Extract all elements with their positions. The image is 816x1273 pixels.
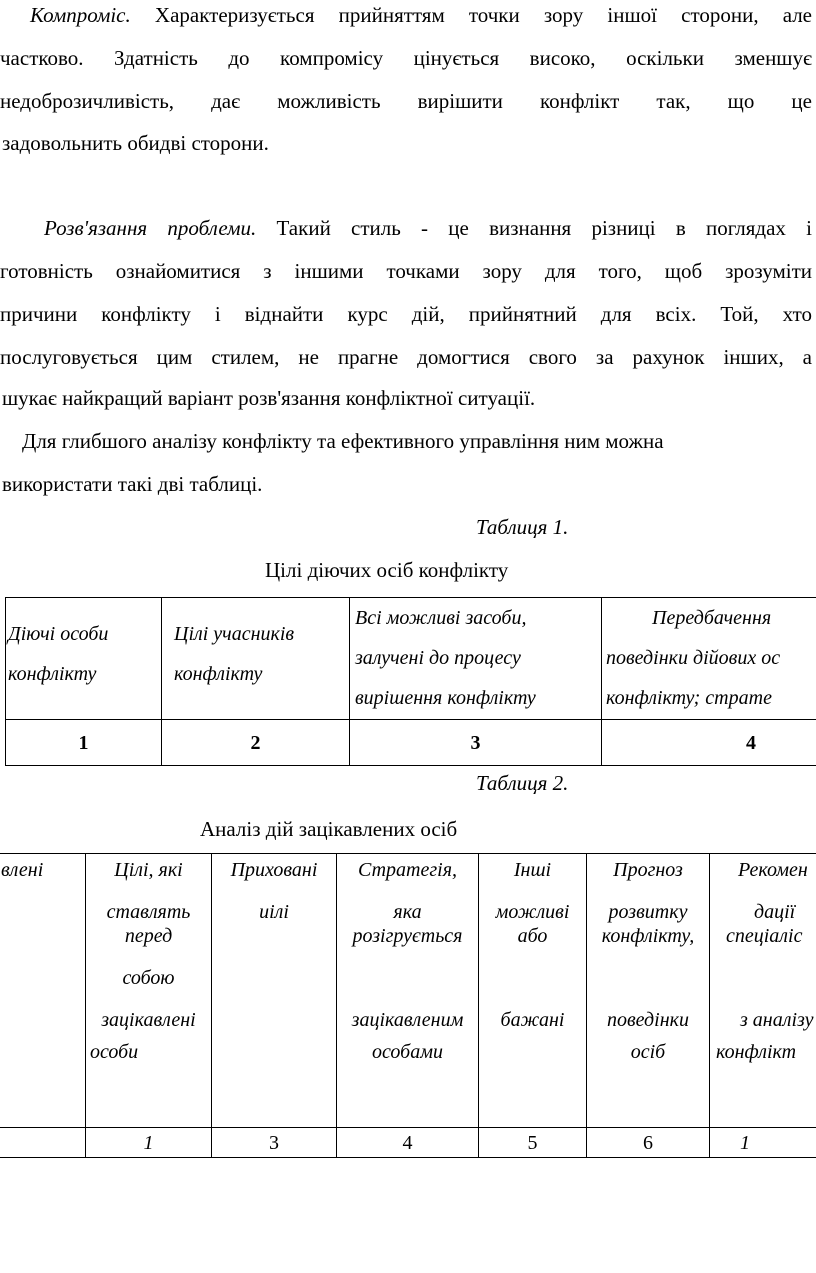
table1-header-actors: [6, 598, 162, 720]
table1-header-forecast: [602, 598, 816, 720]
problem-line-1: [44, 215, 812, 241]
t1-h2-l2: конфлікту: [174, 663, 263, 685]
t2-h4-l4: зацікавленим: [351, 1009, 464, 1031]
intro-line-1: Для глибшого аналізу конфлікту та ефективного управління ним можна: [22, 429, 664, 453]
table2-num-0: [0, 1128, 86, 1158]
t2-h7-l4: з аналізу: [740, 1009, 814, 1031]
t2-h7-l3: спеціаліс: [726, 925, 803, 947]
table1-header-goals: [162, 598, 350, 720]
table2-num-6: 1: [710, 1128, 816, 1158]
t2-h2-l2: ставлять: [106, 901, 191, 923]
table1-num-3: 3: [350, 720, 602, 766]
t2-h3-l2: иілі: [259, 901, 289, 923]
table2-header-goals: [86, 854, 212, 1128]
table2-header-strategy: [337, 854, 479, 1128]
problem-text-1: Такий стиль - це визнання різниці в поглядах і: [276, 216, 812, 240]
t2-h7-l5: конфлікт: [716, 1041, 797, 1063]
t1-h1-l2: конфлікту: [8, 663, 97, 685]
table1: [5, 597, 816, 766]
table1-num-2: 2: [162, 720, 350, 766]
compromise-line-1: [30, 2, 812, 28]
t2-h5-l3: або: [517, 925, 548, 947]
table2-header-forecast: [587, 854, 710, 1128]
t1-h4-l3: конфлікту; страте: [606, 687, 772, 709]
t2-h1-l1: влені: [1, 859, 44, 881]
t2-h2-l5: зацікавлені: [101, 1009, 196, 1031]
table2-header-parties: [0, 854, 86, 1128]
table1-header-means: [350, 598, 602, 720]
t2-h5-l4: бажані: [500, 1009, 565, 1031]
table1-label: Таблиця 1.: [476, 515, 569, 539]
problem-line-2: готовність ознайомитися з іншими точками зору для того, щоб зрозуміти: [0, 259, 812, 283]
t2-h2-l4: собою: [122, 967, 175, 989]
table1-num-4: 4: [602, 720, 816, 766]
compromise-line-4: задовольнить обидві сторони.: [2, 131, 269, 155]
table2-header-recommendations: [710, 854, 816, 1128]
table2-header-hidden: [212, 854, 337, 1128]
t2-h7-l2: дації: [754, 901, 796, 923]
problem-line-4: послуговується цим стилем, не прагне домогтися свого за рахунок інших, а: [0, 345, 812, 369]
t2-h6-l2: розвитку: [608, 901, 688, 923]
t2-h5-l1: Інші: [513, 859, 552, 881]
table2-num-4: 5: [479, 1128, 587, 1158]
table2: [0, 853, 816, 1158]
table1-title: Цілі діючих осіб конфлікту: [265, 558, 509, 582]
problem-line-3: причини конфлікту і віднайти курс дій, прийнятний для всіх. Той, хто: [0, 302, 812, 326]
problem-line-5: шукає найкращий варіант розв'язання конфліктної ситуації.: [2, 386, 536, 410]
t1-h2-l1: Цілі учасників: [174, 623, 295, 645]
t1-h1-l1: Діючі особи: [8, 623, 109, 645]
t2-h4-l2: яка: [393, 901, 422, 923]
table2-num-2: 3: [212, 1128, 337, 1158]
compromise-term: Компроміс.: [30, 3, 131, 27]
t2-h4-l1: Стратегія,: [357, 859, 458, 881]
t1-h3-l2: залучені до процесу: [355, 647, 521, 669]
intro-line-2: використати такі дві таблиці.: [2, 472, 263, 496]
t1-h4-l2: поведінки дійових ос: [606, 647, 781, 669]
table2-num-3: 4: [337, 1128, 479, 1158]
t2-h2-l1: Цілі, які: [114, 859, 183, 881]
t2-h2-l3: перед: [124, 925, 173, 947]
table2-title: Аналіз дій зацікавлених осіб: [200, 817, 458, 841]
t2-h2-l6: особи: [90, 1041, 139, 1063]
compromise-line-2: частково. Здатність до компромісу цінується високо, оскільки зменшує: [0, 46, 812, 70]
t2-h5-l2: можливі: [495, 901, 570, 923]
t2-h4-l3: розігрується: [352, 925, 463, 947]
t2-h6-l5: осіб: [630, 1041, 666, 1063]
table2-num-1: 1: [86, 1128, 212, 1158]
t2-h6-l4: поведінки: [606, 1009, 689, 1031]
t1-h4-l1: Передбачення: [652, 607, 772, 629]
t2-h3-l1: Приховані: [230, 859, 318, 881]
table1-num-1: 1: [6, 720, 162, 766]
t2-h6-l3: конфлікту,: [601, 925, 695, 947]
t2-h7-l1: Рекомен: [738, 859, 808, 881]
compromise-text-1: Характеризується прийняттям точки зору іншої сторони, але: [154, 3, 813, 27]
t1-h3-l1: Всі можливі засоби,: [355, 607, 527, 629]
table2-num-5: 6: [587, 1128, 710, 1158]
problem-term: Розв'язання проблеми.: [44, 216, 257, 240]
t1-h3-l3: вирішення конфлікту: [355, 687, 536, 709]
compromise-line-3: недоброзичливість, дає можливість вирішити конфлікт так, що це: [0, 89, 812, 113]
t2-h6-l1: Прогноз: [613, 859, 683, 881]
table2-header-other: [479, 854, 587, 1128]
t2-h4-l5: особами: [372, 1041, 443, 1063]
table2-label: Таблиця 2.: [476, 771, 569, 795]
